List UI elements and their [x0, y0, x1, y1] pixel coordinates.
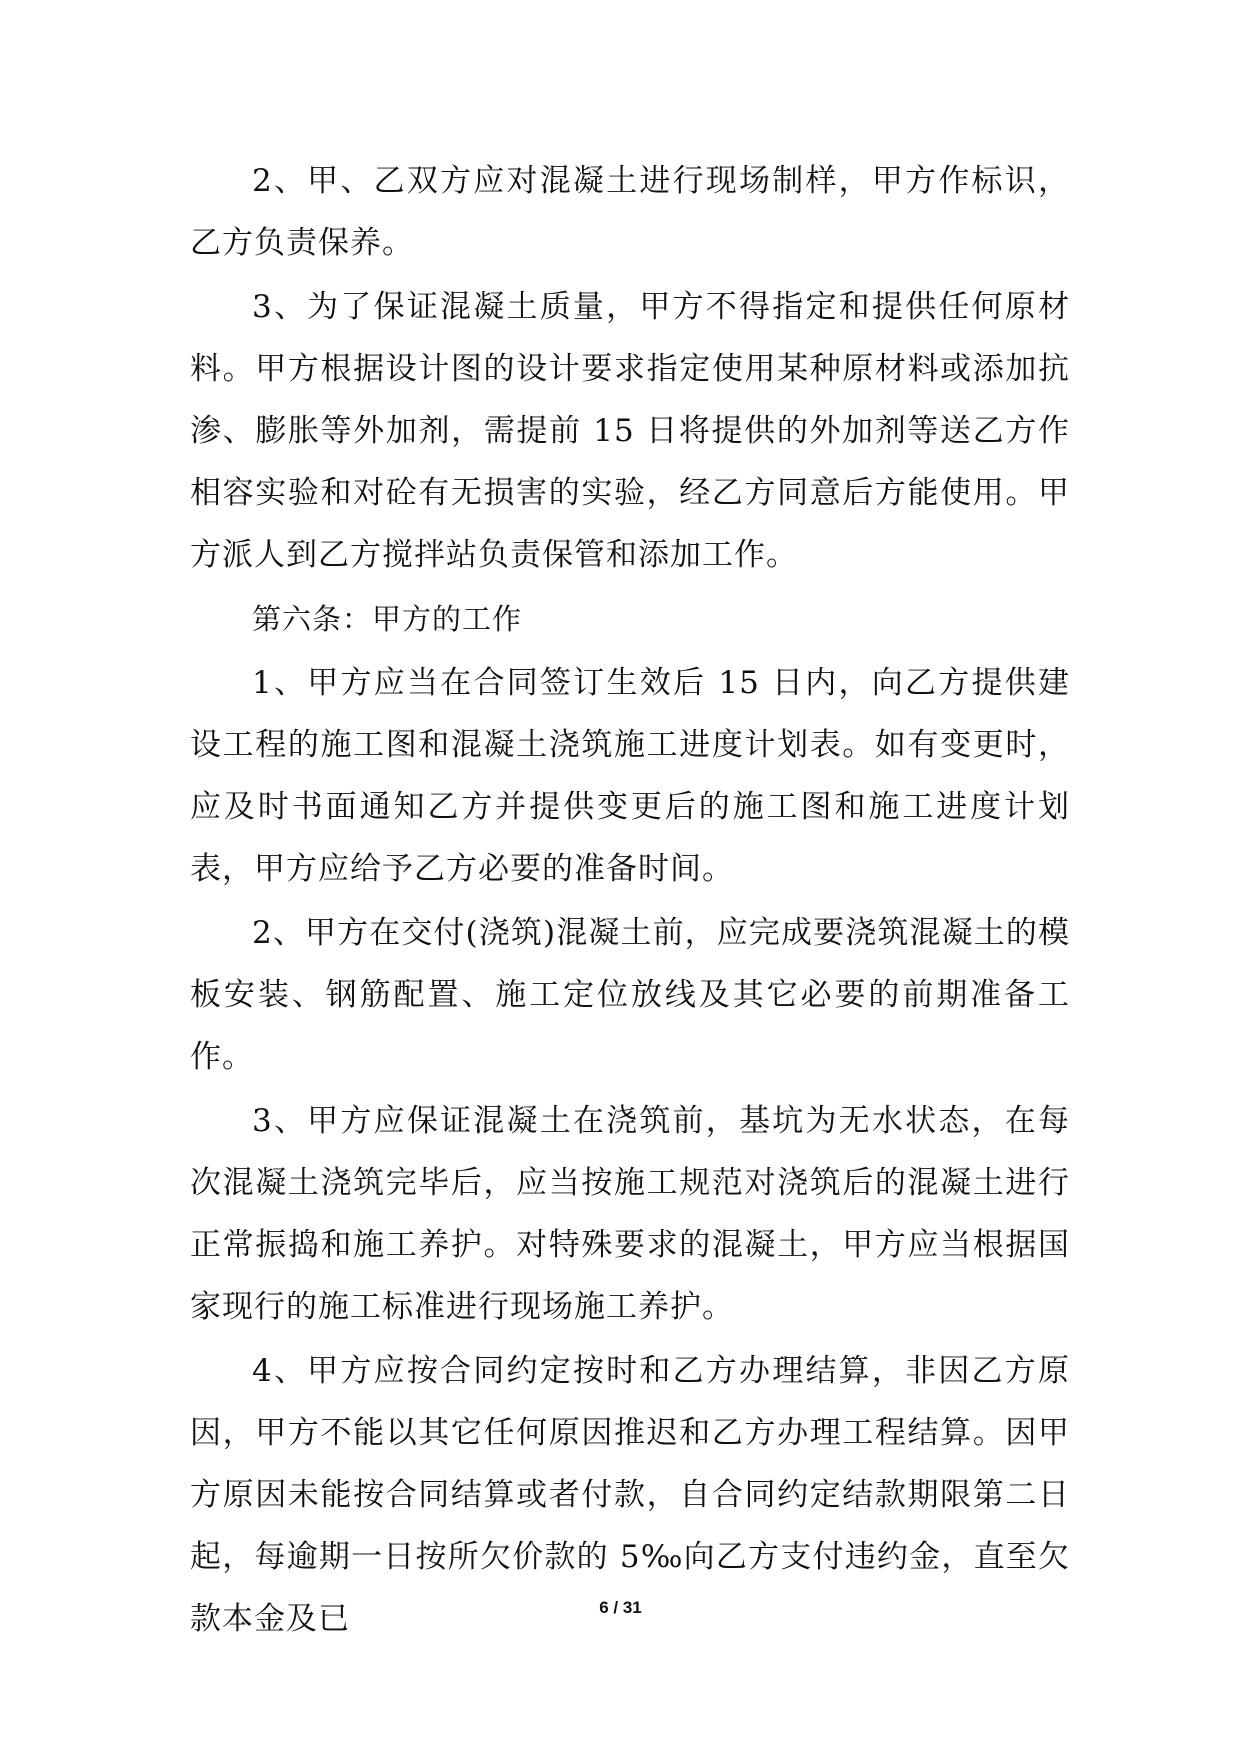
- paragraph-clause-3: 3、为了保证混凝土质量，甲方不得指定和提供任何原材料。甲方根据设计图的设计要求指定使用某种原材料或添加抗渗、膨胀等外加剂，需提前 15 日将提供的外加剂等送乙方作相容实验和对砼有无损害的实验，经乙方同意后方能使用。甲方派人到乙方搅拌站负责保管和添加工作。: [190, 289, 1070, 573]
- paragraph-party-a-duty-4: 4、甲方应按合同约定按时和乙方办理结算，非因乙方原因，甲方不能以其它任何原因推迟和乙方办理工程结算。因甲方原因未能按合同结算或者付款，自合同约定结款期限第二日起，每逾期一日按所欠价款的 5‰向乙方支付违约金，直至欠款本金及已: [190, 1353, 1070, 1637]
- document-body: [190, 150, 1070, 1652]
- paragraph-party-a-duty-2: 2、甲方在交付(浇筑)混凝土前，应完成要浇筑混凝土的模板安装、钢筋配置、施工定位放线及其它必要的前期准备工作。: [190, 915, 1070, 1075]
- section-heading-article-6: 第六条：甲方的工作: [252, 602, 523, 636]
- paragraph-party-a-duty-3: 3、甲方应保证混凝土在浇筑前，基坑为无水状态，在每次混凝土浇筑完毕后，应当按施工规范对浇筑后的混凝土进行正常振捣和施工养护。对特殊要求的混凝土，甲方应当根据国家现行的施工标准进行现场施工养护。: [190, 1103, 1070, 1325]
- paragraph-party-a-duty-1: 1、甲方应当在合同签订生效后 15 日内，向乙方提供建设工程的施工图和混凝土浇筑施工进度计划表。如有变更时，应及时书面通知乙方并提供变更后的施工图和施工进度计划表，甲方应给予乙方必要的准备时间。: [190, 665, 1070, 887]
- paragraph-clause-2: 2、甲、乙双方应对混凝土进行现场制样，甲方作标识，乙方负责保养。: [190, 163, 1070, 261]
- page-number: 6 / 31: [599, 1598, 642, 1617]
